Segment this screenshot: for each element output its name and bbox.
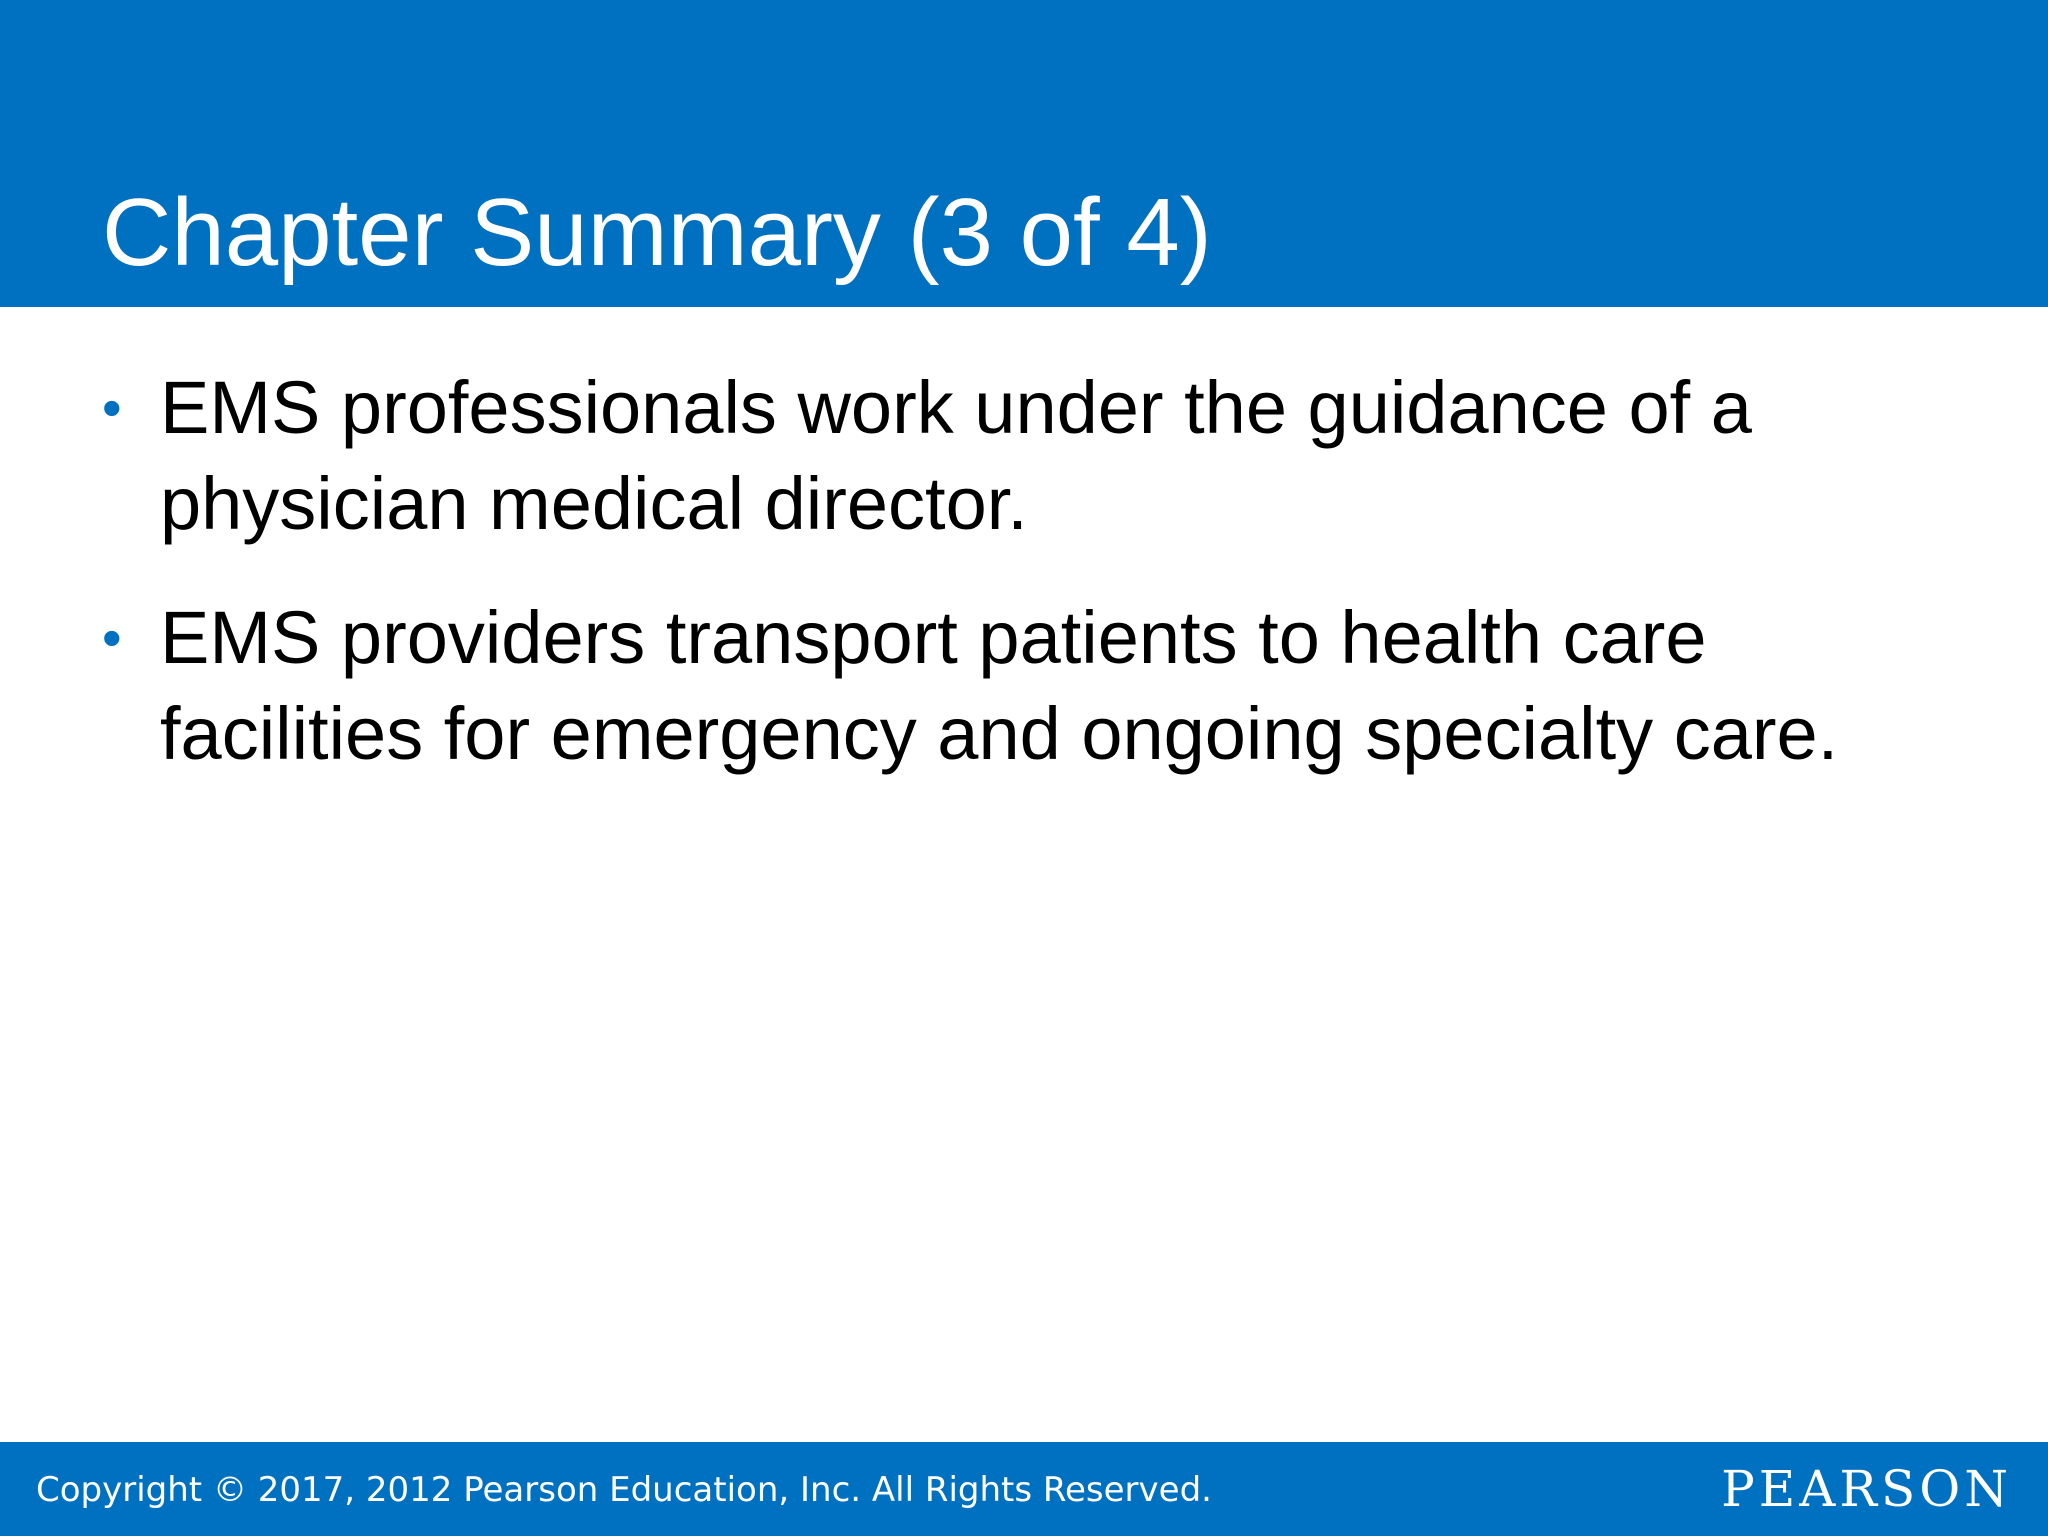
pearson-logo: PEARSON xyxy=(1721,1460,2012,1518)
slide-title: Chapter Summary (3 of 4) xyxy=(102,179,1212,286)
bullet-list xyxy=(102,360,1942,820)
footer-bar xyxy=(0,1442,2048,1536)
bullet-text: EMS professionals work under the guidance of a physician medical director. xyxy=(160,366,1752,545)
bullet-item xyxy=(102,360,1942,552)
bullet-icon: • xyxy=(102,606,122,669)
bullet-icon: • xyxy=(102,376,122,439)
copyright-notice: Copyright © 2017, 2012 Pearson Education, Inc. All Rights Reserved. xyxy=(36,1470,1212,1510)
title-banner xyxy=(0,0,2048,307)
bullet-item xyxy=(102,590,1942,782)
bullet-text: EMS providers transport patients to health care facilities for emergency and ongoing specialty care. xyxy=(160,596,1839,775)
